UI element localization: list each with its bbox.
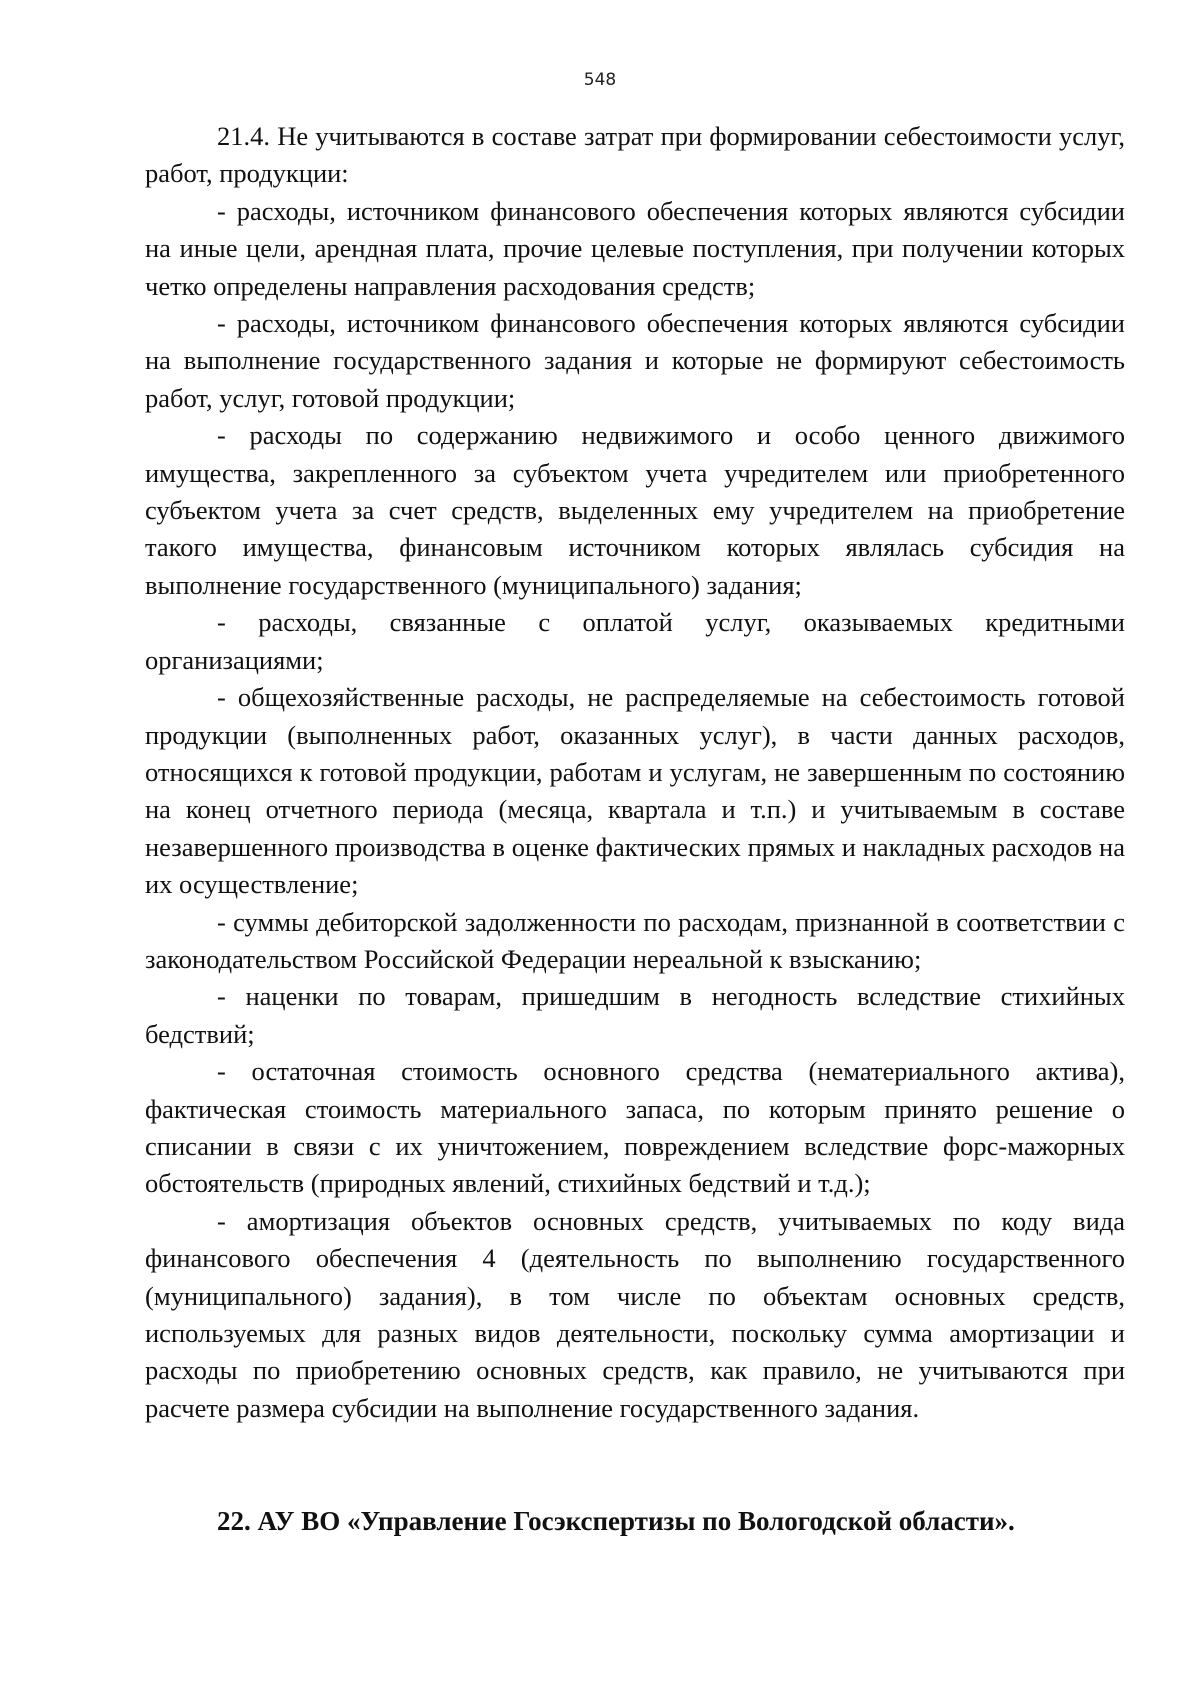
list-item-receivables: - суммы дебиторской задолженности по расходам, признанной в соответствии с законодательством Российской Федерации нереальной к взысканию; (145, 906, 1125, 974)
paragraph-21-4: 21.4. Не учитываются в составе затрат при формировании себестоимости услуг, работ, продукции: (145, 121, 1125, 189)
body-text (145, 118, 1125, 1427)
list-item-overhead-expenses: - общехозяйственные расходы, не распределяемые на себестоимость готовой продукции (выполненных работ, оказанных услуг), в части данных расходов, относящихся к готовой продукции, работам и услугам, не завершенным по состоянию на конец отчетного периода (месяца, квартала и т.п.) и учитываемым в составе незавершенного производства в оценке фактических прямых и накладных расходов на их осуществление; (145, 682, 1125, 900)
page-number: 548 (583, 70, 617, 90)
list-item-depreciation: - амортизация объектов основных средств, учитываемых по коду вида финансового обеспечения 4 (деятельность по выполнению государственного (муниципального) задания), в том числе по объектам основных средств, используемых для разных видов деятельности, поскольку сумма амортизации и расходы по приобретению основных средств, как правило, не учитываются при расчете размера субсидии на выполнение государственного задания. (145, 1205, 1125, 1423)
list-item-state-task-subsidies: - расходы, источником финансового обеспечения которых являются субсидии на выполнение государственного задания и которые не формируют себестоимость работ, услуг, готовой продукции; (145, 308, 1125, 413)
list-item-property-maintenance: - расходы по содержанию недвижимого и особо ценного движимого имущества, закрепленного за субъектом учета учредителем или приобретенного субъектом учета за счет средств, выделенных ему учредителем на приобретение такого имущества, финансовым источником которых являлась субсидия на выполнение государственного (муниципального) задания; (145, 420, 1125, 600)
list-item-subsidies-other-purposes: - расходы, источником финансового обеспечения которых являются субсидии на иные цели, арендная плата, прочие целевые поступления, при получении которых четко определены направления расходования средств; (145, 195, 1125, 301)
list-item-credit-services: - расходы, связанные с оплатой услуг, оказываемых кредитными организациями; (145, 607, 1125, 675)
list-item-markups: - наценки по товарам, пришедшим в негодность вследствие стихийных бедствий; (145, 981, 1125, 1049)
section-heading: 22. АУ ВО «Управление Госэкспертизы по Вологодской области». (217, 1506, 1015, 1536)
list-item-residual-value: - остаточная стоимость основного средства (нематериального актива), фактическая стоимость материального запаса, по которым принято решение о списании в связи с их уничтожением, повреждением вследствие форс-мажорных обстоятельств (природных явлений, стихийных бедствий и т.д.); (145, 1056, 1125, 1199)
